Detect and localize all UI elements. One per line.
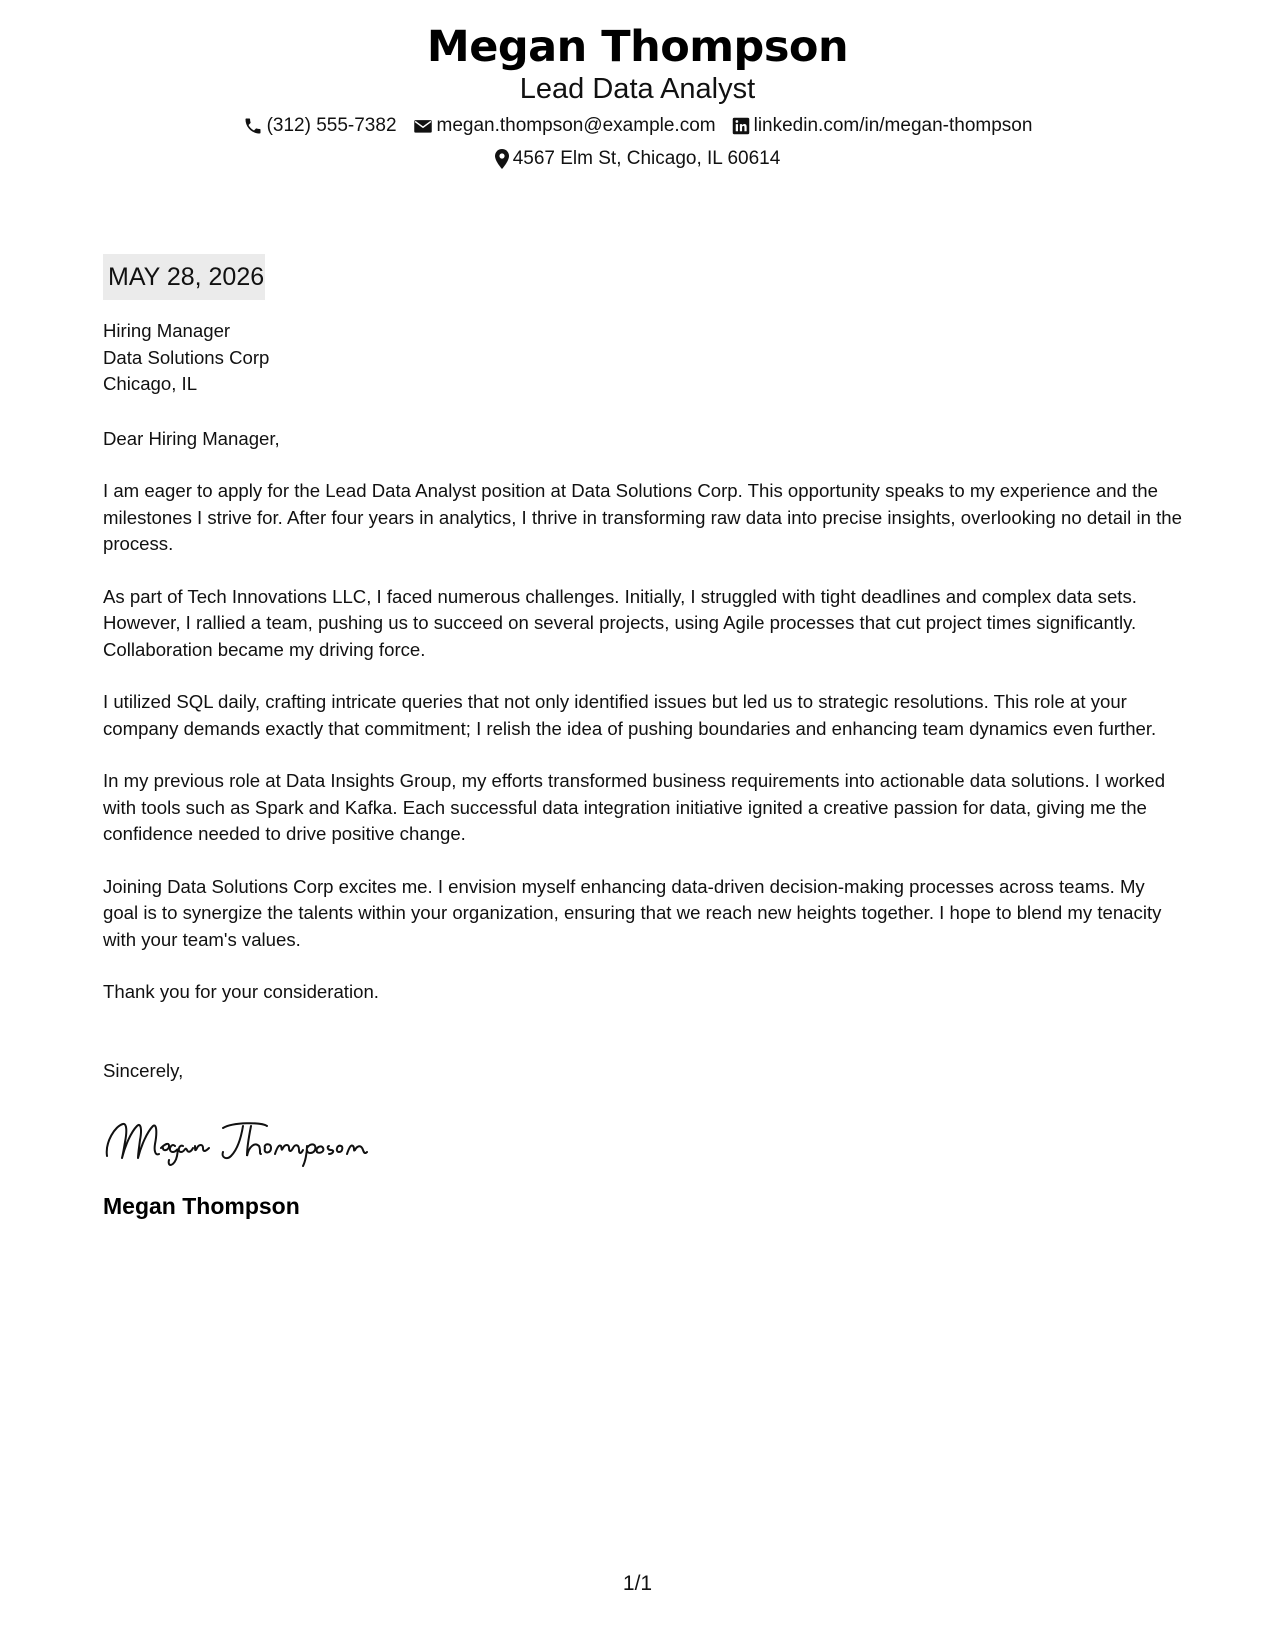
linkedin-link[interactable]: linkedin.com/in/megan-thompson [753,115,1033,136]
paragraph: I utilized SQL daily, crafting intricate queries that not only identified issues but led us to strategic resolutions. This role at your company demands exactly that commitment; I relish the idea of pushing boundaries and enhancing team dynamics even further. [103,691,1157,739]
phone-text: (312) 555-7382 [266,115,397,136]
applicant-name: Megan Thompson [426,22,849,72]
paragraph: I am eager to apply for the Lead Data Analyst position at Data Solutions Corp. This opportunity speaks to my experience and the milestones I strive for. After four years in analytics, I thrive in transforming raw data into precise insights, overlooking no detail in the process. [103,480,1182,554]
salutation: Dear Hiring Manager, [103,427,280,449]
recipient-line: Hiring Manager [103,320,231,341]
applicant-title: Lead Data Analyst [519,73,756,105]
page-number: 1/1 [622,1572,653,1595]
email-link[interactable]: megan.thompson@example.com [436,115,716,136]
address-row [0,147,1275,171]
phone-contact [243,114,397,138]
recipient-block [103,318,1183,398]
paragraph: As part of Tech Innovations LLC, I faced numerous challenges. Initially, I struggled with tight deadlines and complex data sets. However, I rallied a team, pushing us to succeed on several projects, using Agile processes that cut project times significantly. Collaboration became my driving force. [103,585,1137,660]
paragraph: Joining Data Solutions Corp excites me. I envision myself enhancing data-driven decision-making processes across teams. My goal is to synergize the talents within your organization, ensuring that we reach new heights together. I hope to blend my tenacity with your team's values. [103,875,1162,950]
linkedin-icon [732,117,750,135]
closing: Sincerely, [103,1059,184,1081]
envelope-icon [413,117,433,135]
contact-row [0,114,1275,138]
handwritten-signature [101,1112,371,1168]
map-pin-icon [495,149,509,169]
phone-icon [243,116,263,136]
letter-header [0,18,1275,171]
linkedin-contact [732,114,1033,138]
paragraph: Thank you for your consideration. [103,981,379,1002]
paragraph: In my previous role at Data Insights Group, my efforts transformed business requirements into actionable data solutions. I worked with tools such as Spark and Kafka. Each successful data integration initiative ignited a creative passion for data, giving me the confidence needed to drive positive change. [103,770,1166,844]
recipient-line: Chicago, IL [103,373,198,394]
letter-date: MAY 28, 2026 [103,254,265,300]
signed-name: Megan Thompson [103,1193,300,1219]
letter-body [103,318,1183,1220]
email-contact [413,114,716,138]
address-text: 4567 Elm St, Chicago, IL 60614 [512,148,781,169]
address-contact [495,147,781,171]
recipient-line: Data Solutions Corp [103,346,270,368]
